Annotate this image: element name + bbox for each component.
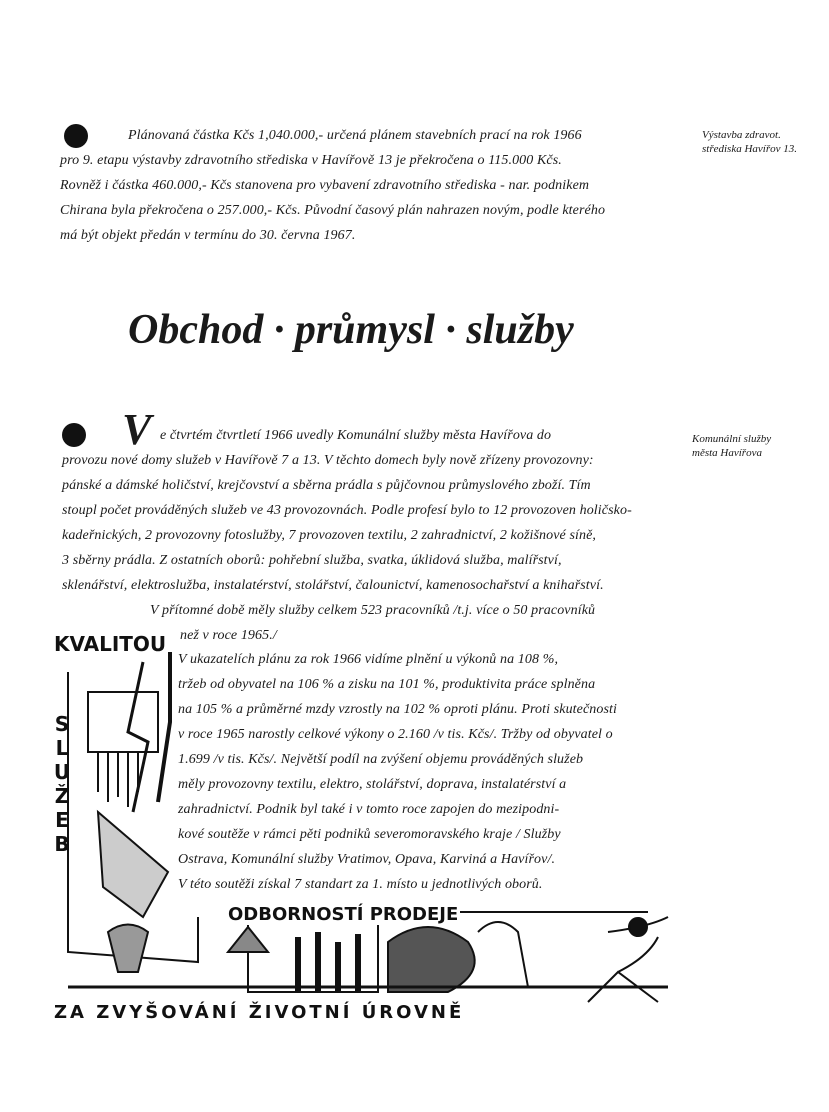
text-line: Ostrava, Komunální služby Vratimov, Opava, Karviná a Havířov/. xyxy=(178,852,556,867)
text-line: Plánovaná částka Kčs 1,040.000,- určená plánem stavebních prací na rok 1966 xyxy=(128,128,582,143)
text-line: 3 sběrny prádla. Z ostatních oborů: pohřební služba, svatka, úklidová služba, malířství, xyxy=(62,553,562,568)
text-line: 1.699 /v tis. Kčs/. Největší podíl na zvýšení objemu prováděných služeb xyxy=(178,752,584,767)
text-line: provozu nové domy služeb v Havířově 7 a 13. V těchto domech byly nově zřízeny provozovny: xyxy=(62,453,594,468)
drop-cap: V xyxy=(122,405,152,454)
bullet-mark xyxy=(64,124,88,148)
text-line: než v roce 1965./ xyxy=(180,628,277,643)
text-line: V přítomné době měly služby celkem 523 pracovníků /t.j. více o 50 pracovníků xyxy=(150,603,596,618)
text-line: v roce 1965 narostly celkové výkony o 2.160 /v tis. Kčs/. Tržby od obyvatel o xyxy=(178,727,613,742)
text-line: Chirana byla překročena o 257.000,- Kčs. Původní časový plán nahrazen novým, podle kterého xyxy=(60,203,606,218)
text-line: kové soutěže v rámci pěti podniků severomoravského kraje / Služby xyxy=(178,827,561,842)
text-line: V této soutěži získal 7 standart za 1. místo u jednotlivých oborů. xyxy=(178,877,543,892)
text-line: V ukazatelích plánu za rok 1966 vidíme plnění u výkonů na 108 %, xyxy=(178,652,559,667)
poster-word-expertise: ODBORNOSTÍ PRODEJE xyxy=(228,904,459,925)
text-line: zahradnictví. Podnik byl také i v tomto roce zapojen do mezipodni- xyxy=(178,802,560,817)
poster-slogan-bottom: ZA ZVYŠOVÁNÍ ŽIVOTNÍ ÚROVNĚ xyxy=(54,1002,465,1023)
bullet-mark xyxy=(62,423,86,447)
text-line: má být objekt předán v termínu do 30. června 1967. xyxy=(60,228,356,243)
text-line: tržeb od obyvatel na 106 % a zisku na 101 %, produktivita práce splněna xyxy=(178,677,596,692)
margin-note-construction: Výstavba zdravot. střediska Havířov 13. xyxy=(702,129,798,155)
poster-word-quality: KVALITOU xyxy=(54,632,167,656)
margin-note-services: Komunální služby města Havířova xyxy=(692,433,772,459)
section-title: Obchod · průmysl · služby xyxy=(128,307,574,353)
poster-word-services: SLUŽEB xyxy=(50,712,74,856)
text-line: měly provozovny textilu, elektro, stolářství, doprava, instalatérství a xyxy=(178,777,567,792)
text-line: e čtvrtém čtvrtletí 1966 uvedly Komunální služby města Havířova do xyxy=(160,428,552,443)
text-line: sklenářství, elektroslužba, instalatérství, stolářství, čalounictví, kamenosochařství a knihařství. xyxy=(62,578,604,593)
text-line: na 105 % a průměrné mzdy vzrostly na 102 % oproti plánu. Proti skutečnosti xyxy=(178,702,618,717)
text-line: Rovněž i částka 460.000,- Kčs stanovena pro vybavení zdravotního střediska - nar. podnikem xyxy=(60,178,590,193)
text-line: kadeřnických, 2 provozovny fotoslužby, 7 provozoven textilu, 2 zahradnictví, 2 kožišnové síně, xyxy=(62,528,597,543)
text-line: pánské a dámské holičství, krejčovství a sběrna prádla s půjčovnou průmyslového zboží. Tím xyxy=(62,478,591,493)
text-line: pro 9. etapu výstavby zdravotního střediska v Havířově 13 je překročena o 115.000 Kčs. xyxy=(60,153,562,168)
text-line: stoupl počet prováděných služeb ve 43 provozovnách. Podle profesí bylo to 12 provozoven holičsko- xyxy=(62,503,632,518)
